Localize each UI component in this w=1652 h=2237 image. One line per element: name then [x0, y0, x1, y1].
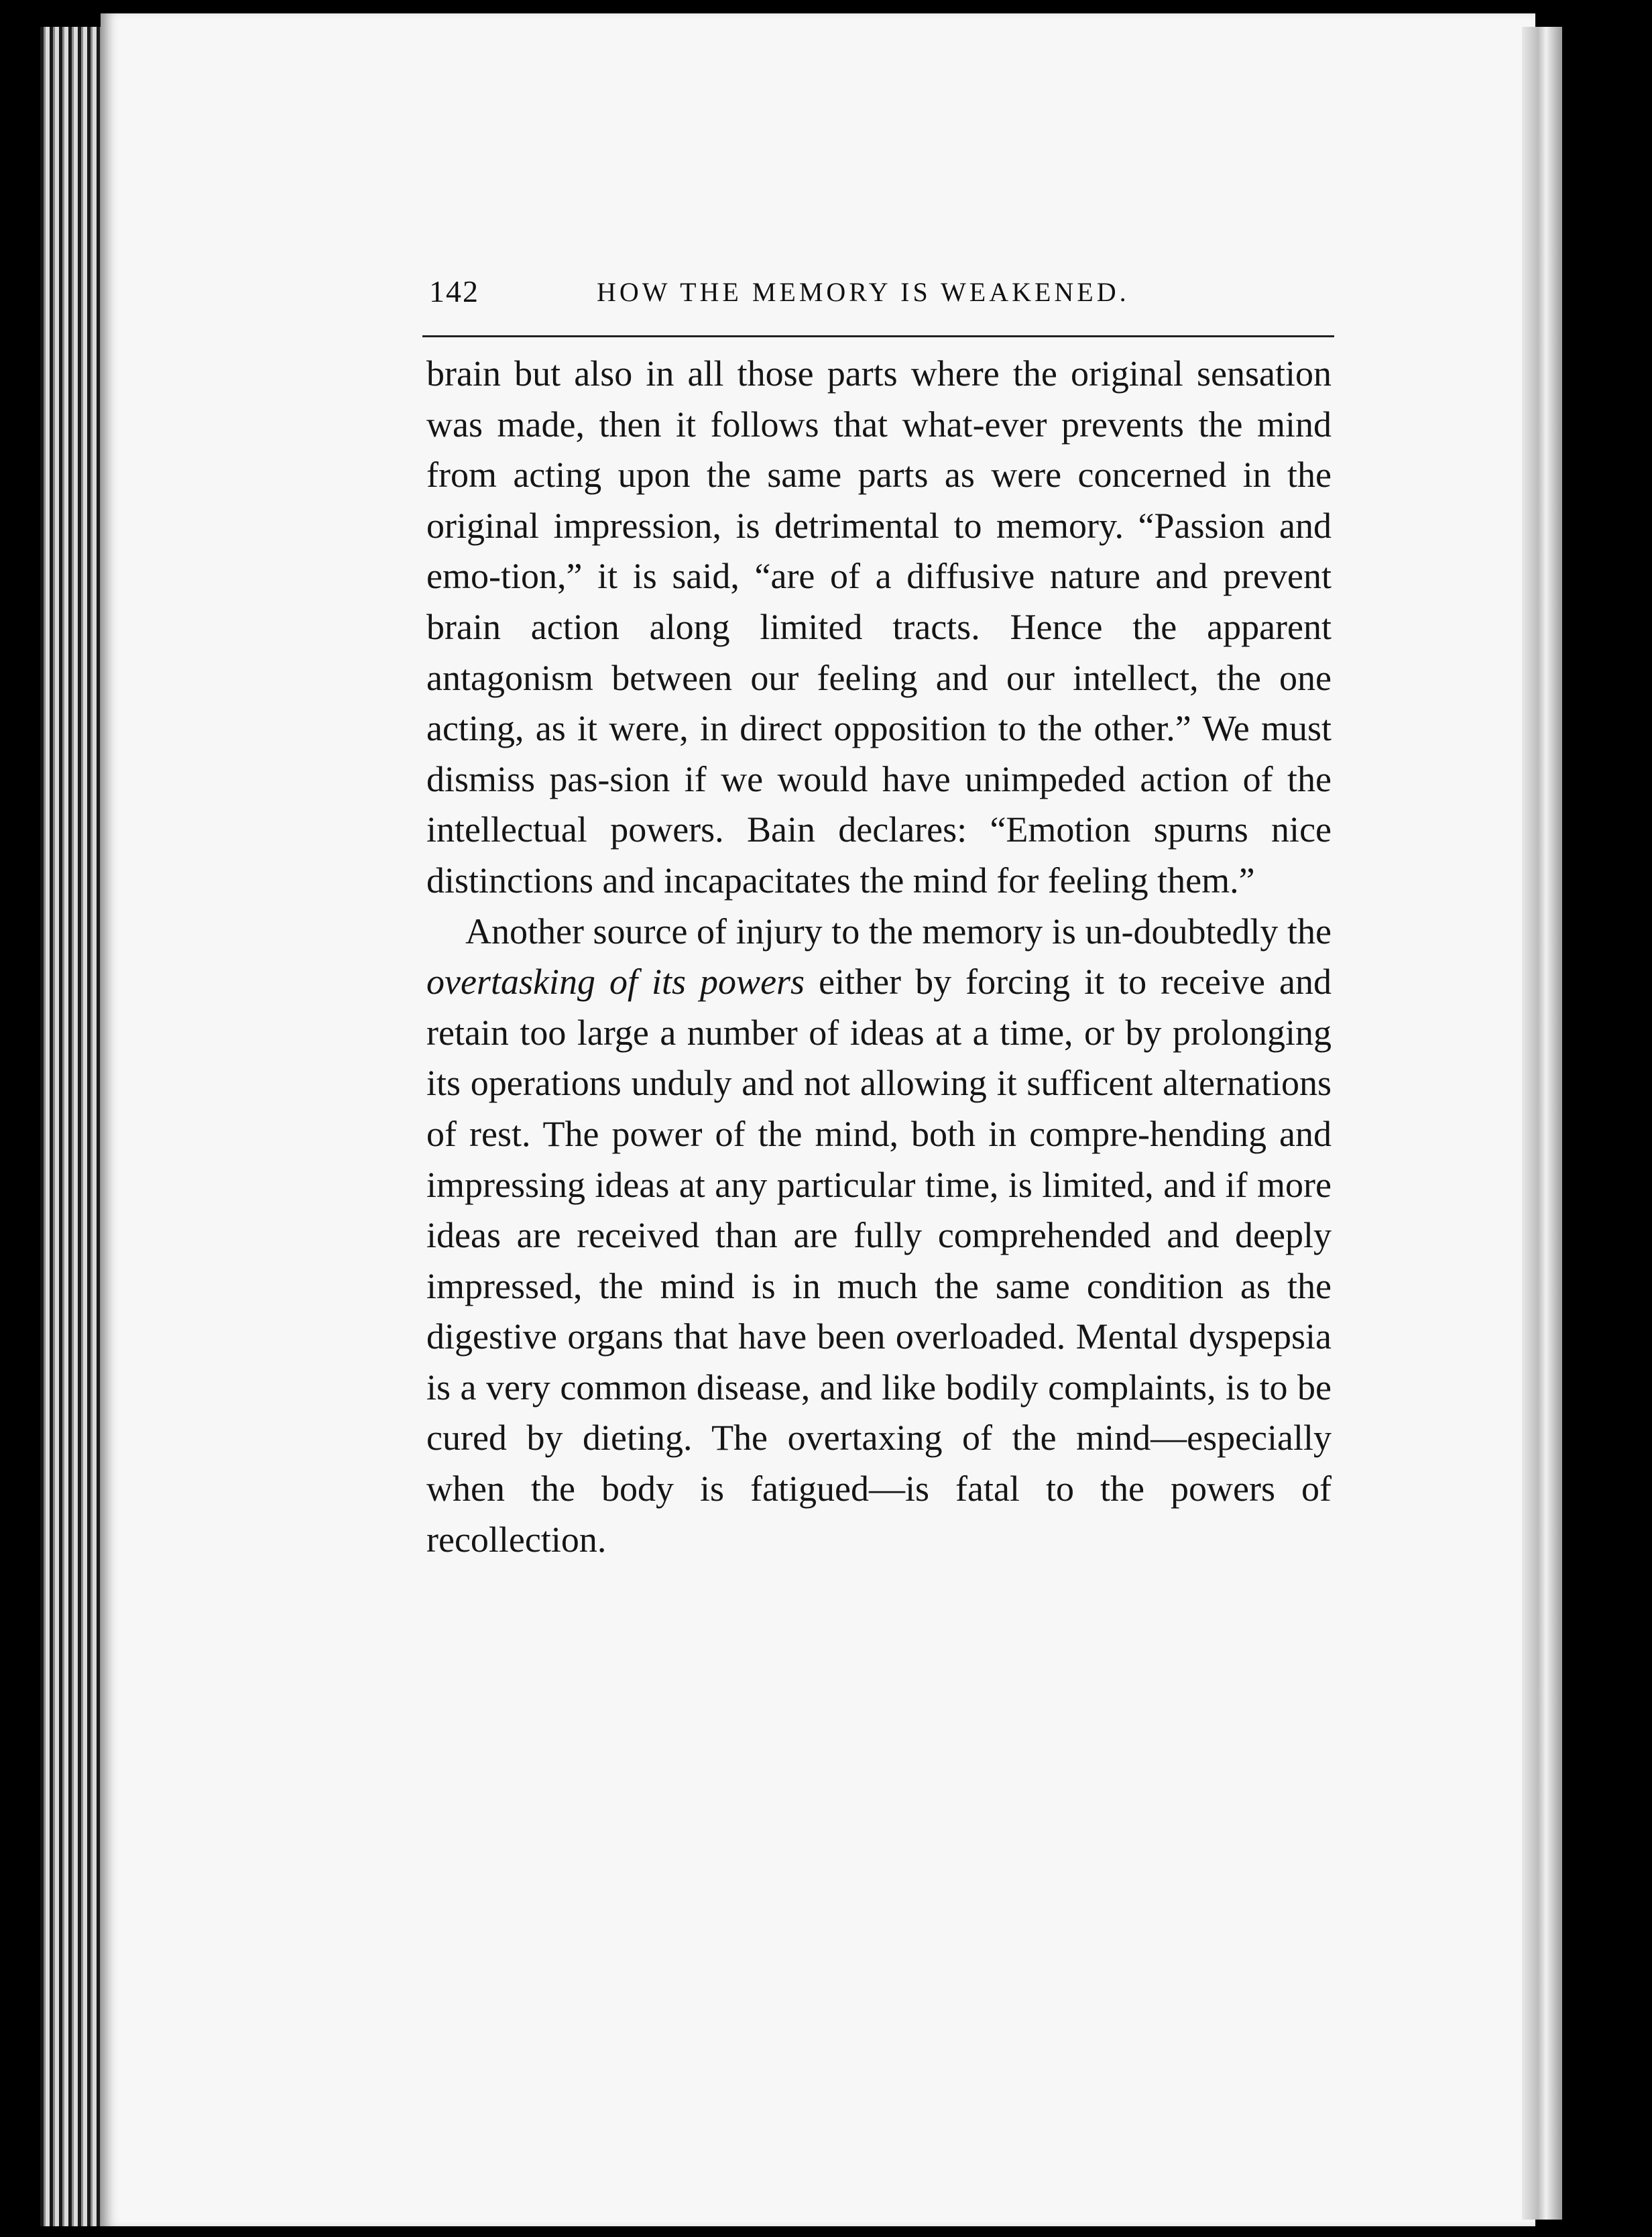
paragraph-2-italic: overtasking of its powers [426, 962, 805, 1002]
page-number: 142 [429, 274, 479, 308]
paragraph-1: brain but also in all those parts where the original sensation was made, then it follows that what-ever prevents the mind from acting upon the same parts as were concerned in the original impression, is detrimental to memory. “Passion and emo-tion,” it is said, “are of a diffusive nature and prevent brain action along limited tracts. Hence the apparent antagonism between our feeling and our intellect, the one acting, as it were, in direct opposition to the other.” We must dismiss pas-sion if we would have unimpeded action of the intellectual powers. Bain declares: “Emotion spurns nice distinctions and incapacitates the mind for feeling them.” [426, 353, 1332, 901]
page-right-edge [1522, 27, 1562, 2220]
running-head [429, 274, 1354, 321]
header-rule [422, 335, 1334, 337]
paragraph-2 [426, 907, 1332, 1566]
body-text [426, 349, 1332, 1565]
paragraph-2-end: either by forcing it to receive and retain too large a number of ideas at a time, or by prolonging its operations unduly and not allowing it sufficent alternations of rest. The power of the mind, both in compre-hending and impressing ideas at any particular time, is limited, and if more ideas are received than are fully comprehended and deeply impressed, the mind is in much the same condition as the digestive organs that have been overloaded. Mental dyspepsia is a very common disease, and like bodily complaints, is to be cured by dieting. The overtaxing of the mind—especially when the body is fatigued—is fatal to the powers of recollection. [426, 962, 1332, 1560]
paragraph-2-start: Another source of injury to the memory is un-doubtedly the [465, 911, 1332, 952]
running-head-title: HOW THE MEMORY IS WEAKENED. [597, 277, 1130, 307]
